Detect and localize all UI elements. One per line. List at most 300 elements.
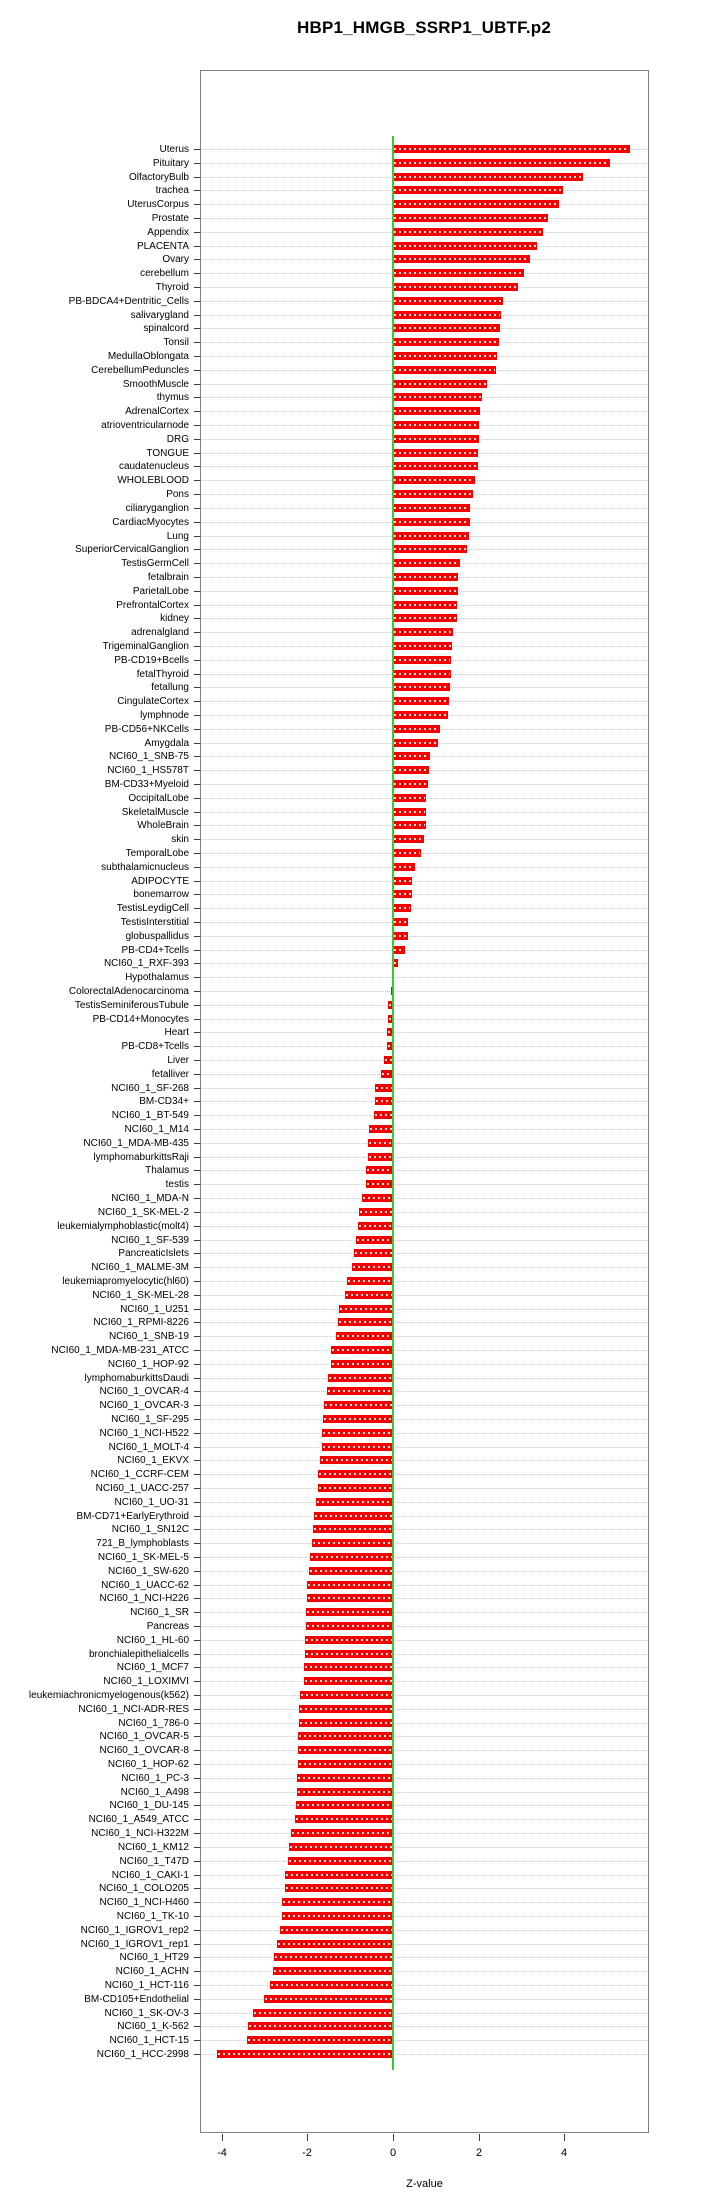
gridline: [201, 894, 648, 895]
category-label: TONGUE: [146, 448, 189, 459]
gridline: [201, 1944, 648, 1945]
y-axis-tick: [194, 1309, 200, 1310]
y-axis-tick: [194, 1447, 200, 1448]
bar-dash-overlay: [385, 1059, 392, 1061]
gridline: [201, 1046, 648, 1047]
y-axis-tick: [194, 1516, 200, 1517]
y-axis-tick: [194, 1585, 200, 1586]
bar-dash-overlay: [360, 1211, 392, 1213]
gridline: [201, 1336, 648, 1337]
bar: [393, 766, 429, 774]
y-axis-tick: [194, 784, 200, 785]
category-label: PancreaticIslets: [118, 1248, 189, 1259]
bar-dash-overlay: [394, 452, 477, 454]
bar: [320, 1456, 393, 1464]
y-axis-tick: [194, 839, 200, 840]
bar: [331, 1346, 393, 1354]
bar: [393, 835, 424, 843]
bar: [273, 1967, 393, 1975]
bar: [393, 490, 473, 498]
category-label: Lung: [166, 531, 189, 542]
y-axis-tick: [194, 1819, 200, 1820]
category-label: NCI60_1_DU-145: [109, 1800, 189, 1811]
category-label: lymphomaburkittsDaudi: [84, 1373, 189, 1384]
y-axis-tick: [194, 632, 200, 633]
category-label: NCI60_1_SK-OV-3: [104, 2008, 189, 2019]
bar-dash-overlay: [329, 1377, 392, 1379]
y-axis-tick: [194, 246, 200, 247]
category-label: ADIPOCYTE: [131, 876, 189, 887]
y-axis-tick: [194, 1074, 200, 1075]
bar-dash-overlay: [286, 1887, 392, 1889]
bar-dash-overlay: [375, 1114, 392, 1116]
category-label: TestisGermCell: [121, 558, 189, 569]
category-label: leukemiachronicmyelogenous(k562): [28, 1690, 189, 1701]
bar: [277, 1940, 393, 1948]
bar: [393, 752, 430, 760]
bar: [393, 821, 426, 829]
bar-dash-overlay: [248, 2039, 392, 2041]
y-axis-tick: [194, 950, 200, 951]
bar: [393, 145, 630, 153]
bar-dash-overlay: [313, 1542, 392, 1544]
category-label: fetalbrain: [147, 572, 189, 583]
gridline: [201, 1792, 648, 1793]
category-label: BM-CD33+Myeloid: [104, 779, 189, 790]
gridline: [201, 1184, 648, 1185]
y-axis-tick: [194, 1295, 200, 1296]
bar: [300, 1691, 393, 1699]
bar-dash-overlay: [394, 314, 500, 316]
bar-dash-overlay: [369, 1142, 392, 1144]
bar-dash-overlay: [394, 562, 459, 564]
bar: [339, 1305, 393, 1313]
gridline: [201, 1391, 648, 1392]
category-label: leukemiapromyelocytic(hl60): [62, 1276, 189, 1287]
bar-dash-overlay: [394, 162, 609, 164]
category-label: CardiacMyocytes: [112, 517, 189, 528]
gridline: [201, 1295, 648, 1296]
bar-dash-overlay: [394, 659, 450, 661]
bar-dash-overlay: [394, 217, 547, 219]
bar: [393, 877, 412, 885]
bar: [366, 1166, 393, 1174]
bar-dash-overlay: [394, 838, 423, 840]
y-axis-tick: [194, 466, 200, 467]
category-label: PB-CD4+Tcells: [121, 945, 189, 956]
y-axis-tick: [194, 1667, 200, 1668]
bar: [299, 1705, 393, 1713]
bar: [282, 1898, 393, 1906]
gridline: [201, 1612, 648, 1613]
category-label: spinalcord: [143, 323, 189, 334]
bar: [304, 1663, 393, 1671]
gridline: [201, 1847, 648, 1848]
y-axis-tick: [194, 1902, 200, 1903]
gridline: [201, 1626, 648, 1627]
bar-dash-overlay: [394, 728, 439, 730]
y-axis-tick: [194, 1391, 200, 1392]
category-label: CingulateCortex: [117, 696, 189, 707]
bar-dash-overlay: [394, 245, 536, 247]
bar: [358, 1222, 393, 1230]
category-label: skin: [171, 834, 189, 845]
bar-dash-overlay: [394, 535, 468, 537]
x-axis-title: Z-value: [406, 2178, 443, 2190]
y-axis-tick: [194, 1267, 200, 1268]
gridline: [201, 991, 648, 992]
bar: [393, 186, 563, 194]
bar: [393, 946, 405, 954]
category-label: Pancreas: [146, 1621, 189, 1632]
category-label: NCI60_1_786-0: [118, 1718, 189, 1729]
gridline: [201, 1736, 648, 1737]
category-label: Uterus: [159, 144, 189, 155]
y-axis-tick: [194, 1805, 200, 1806]
gridline: [201, 1888, 648, 1889]
y-axis-tick: [194, 825, 200, 826]
y-axis-tick: [194, 549, 200, 550]
bar: [393, 297, 503, 305]
bar: [318, 1470, 393, 1478]
category-label: thymus: [156, 392, 189, 403]
y-axis-tick: [194, 798, 200, 799]
bar-dash-overlay: [382, 1073, 392, 1075]
bar: [217, 2050, 393, 2058]
x-axis-tick-label: -4: [217, 2147, 227, 2159]
bar-dash-overlay: [298, 1791, 392, 1793]
bar: [336, 1332, 393, 1340]
bar-dash-overlay: [394, 893, 411, 895]
y-axis-tick: [194, 328, 200, 329]
gridline: [201, 867, 648, 868]
category-label: NCI60_1_EKVX: [117, 1455, 189, 1466]
bar-dash-overlay: [296, 1818, 392, 1820]
gridline: [201, 1419, 648, 1420]
bar-dash-overlay: [292, 1832, 392, 1834]
bar-dash-overlay: [394, 231, 542, 233]
bar-dash-overlay: [394, 410, 479, 412]
gridline: [201, 1930, 648, 1931]
category-label: NCI60_1_SF-295: [111, 1414, 189, 1425]
bar: [368, 1153, 393, 1161]
bar: [282, 1912, 393, 1920]
gridline: [201, 1212, 648, 1213]
bar: [274, 1953, 393, 1961]
y-axis-tick: [194, 1336, 200, 1337]
gridline: [201, 1032, 648, 1033]
bar: [312, 1539, 393, 1547]
category-label: NCI60_1_RPMI-8226: [93, 1317, 189, 1328]
bar: [393, 808, 426, 816]
bar-dash-overlay: [394, 769, 428, 771]
gridline: [201, 1543, 648, 1544]
category-label: lymphomaburkittsRaji: [93, 1152, 189, 1163]
category-label: subthalamicnucleus: [101, 862, 189, 873]
bar: [393, 656, 451, 664]
y-axis-tick: [194, 356, 200, 357]
bar-dash-overlay: [376, 1100, 392, 1102]
bar: [306, 1622, 393, 1630]
y-axis-tick: [194, 867, 200, 868]
category-label: ciliaryganglion: [125, 503, 189, 514]
y-axis-tick: [194, 397, 200, 398]
category-label: PB-CD8+Tcells: [121, 1041, 189, 1052]
y-axis-tick: [194, 1723, 200, 1724]
y-axis-tick: [194, 1736, 200, 1737]
category-label: Appendix: [147, 227, 189, 238]
bar: [295, 1815, 393, 1823]
y-axis-tick: [194, 908, 200, 909]
y-axis-tick: [194, 1364, 200, 1365]
category-label: MedullaOblongata: [107, 351, 189, 362]
y-axis-tick: [194, 218, 200, 219]
bar: [253, 2009, 393, 2017]
y-axis-tick: [194, 881, 200, 882]
category-label: leukemialymphoblastic(molt4): [57, 1221, 189, 1232]
bar-dash-overlay: [394, 176, 582, 178]
bar-dash-overlay: [394, 369, 495, 371]
category-label: NCI60_1_SF-268: [111, 1083, 189, 1094]
bar: [393, 338, 499, 346]
bar: [298, 1732, 393, 1740]
y-axis-tick: [194, 1847, 200, 1848]
y-axis-tick: [194, 1378, 200, 1379]
y-axis-tick: [194, 1281, 200, 1282]
category-label: NCI60_1_M14: [124, 1124, 189, 1135]
gridline: [201, 1819, 648, 1820]
bar: [393, 504, 470, 512]
category-label: Heart: [164, 1027, 189, 1038]
y-axis-tick: [194, 177, 200, 178]
bar: [297, 1788, 393, 1796]
bar-dash-overlay: [325, 1404, 392, 1406]
gridline: [201, 1709, 648, 1710]
gridline: [201, 1488, 648, 1489]
bar-dash-overlay: [323, 1432, 392, 1434]
bar-dash-overlay: [394, 286, 517, 288]
category-label: NCI60_1_OVCAR-3: [99, 1400, 189, 1411]
bar-dash-overlay: [363, 1197, 392, 1199]
bar-dash-overlay: [394, 962, 397, 964]
category-label: NCI60_1_NCI-H322M: [91, 1828, 189, 1839]
bar: [354, 1249, 393, 1257]
bar-dash-overlay: [394, 203, 558, 205]
category-label: NCI60_1_HT29: [119, 1952, 189, 1963]
category-label: adrenalgland: [131, 627, 189, 638]
gridline: [201, 1681, 648, 1682]
category-label: NCI60_1_SNB-19: [108, 1331, 189, 1342]
chart-title: HBP1_HMGB_SSRP1_UBTF.p2: [297, 18, 551, 37]
gridline: [201, 1957, 648, 1958]
bar: [393, 173, 583, 181]
bar: [331, 1360, 393, 1368]
category-label: NCI60_1_MOLT-4: [108, 1442, 189, 1453]
bar: [393, 462, 478, 470]
bar-dash-overlay: [394, 258, 529, 260]
y-axis-tick: [194, 1474, 200, 1475]
bar-dash-overlay: [394, 742, 437, 744]
bar: [324, 1401, 393, 1409]
category-label: NCI60_1_HCT-15: [109, 2035, 189, 2046]
category-label: NCI60_1_HOP-92: [107, 1359, 189, 1370]
category-label: NCI60_1_SNB-75: [108, 751, 189, 762]
gridline: [201, 1281, 648, 1282]
y-axis-tick: [194, 1460, 200, 1461]
category-label: UterusCorpus: [127, 199, 189, 210]
gridline: [201, 1088, 648, 1089]
y-axis-tick: [194, 425, 200, 426]
category-label: SmoothMuscle: [122, 379, 189, 390]
category-label: NCI60_1_NCI-H460: [99, 1897, 189, 1908]
category-label: fetallung: [151, 682, 189, 693]
x-axis-tick: [222, 2134, 223, 2141]
category-label: TestisSeminiferousTubule: [74, 1000, 189, 1011]
bar-dash-overlay: [394, 604, 456, 606]
category-label: Pituitary: [152, 158, 189, 169]
category-label: OccipitalLobe: [128, 793, 189, 804]
x-axis-tick: [307, 2134, 308, 2141]
category-label: NCI60_1_K-562: [117, 2021, 189, 2032]
y-axis-tick: [194, 204, 200, 205]
gridline: [201, 1447, 648, 1448]
gridline: [201, 1571, 648, 1572]
category-label: PB-BDCA4+Dentritic_Cells: [68, 296, 189, 307]
category-label: lymphnode: [140, 710, 189, 721]
category-label: NCI60_1_UACC-62: [101, 1580, 189, 1591]
bar: [393, 380, 487, 388]
bar-dash-overlay: [337, 1335, 392, 1337]
bar: [393, 849, 421, 857]
bar-dash-overlay: [394, 341, 498, 343]
bar: [356, 1236, 393, 1244]
category-label: NCI60_1_A549_ATCC: [88, 1814, 189, 1825]
category-label: NCI60_1_SK-MEL-5: [97, 1552, 189, 1563]
y-axis-tick: [194, 1433, 200, 1434]
bar-dash-overlay: [297, 1804, 392, 1806]
category-label: NCI60_1_SN12C: [111, 1524, 189, 1535]
category-label: 721_B_lymphoblasts: [96, 1538, 189, 1549]
bar: [296, 1801, 393, 1809]
bar-dash-overlay: [394, 424, 478, 426]
bar-dash-overlay: [367, 1169, 392, 1171]
bar: [393, 352, 497, 360]
bar: [393, 918, 408, 926]
gridline: [201, 1723, 648, 1724]
gridline: [201, 1861, 648, 1862]
bar-dash-overlay: [305, 1680, 392, 1682]
gridline: [201, 1750, 648, 1751]
bar: [247, 2036, 393, 2044]
y-axis-tick: [194, 1888, 200, 1889]
y-axis-tick: [194, 1240, 200, 1241]
gridline: [201, 1433, 648, 1434]
y-axis-tick: [194, 715, 200, 716]
y-axis-tick: [194, 384, 200, 385]
bar-dash-overlay: [324, 1418, 392, 1420]
category-label: NCI60_1_HCC-2998: [96, 2049, 189, 2060]
y-axis-tick: [194, 1502, 200, 1503]
y-axis-tick: [194, 1019, 200, 1020]
category-label: SuperiorCervicalGanglion: [75, 544, 189, 555]
gridline: [201, 1460, 648, 1461]
gridline: [201, 1764, 648, 1765]
y-axis-tick: [194, 259, 200, 260]
category-label: NCI60_1_SF-539: [111, 1235, 189, 1246]
bar: [393, 449, 478, 457]
gridline: [201, 1019, 648, 1020]
bar-dash-overlay: [311, 1556, 392, 1558]
y-axis-tick: [194, 411, 200, 412]
gridline: [201, 1378, 648, 1379]
y-axis-tick: [194, 853, 200, 854]
bar: [393, 559, 460, 567]
bar: [291, 1829, 393, 1837]
bar-dash-overlay: [394, 189, 562, 191]
bar-dash-overlay: [394, 355, 496, 357]
bar: [393, 890, 412, 898]
category-label: NCI60_1_MCF7: [116, 1662, 189, 1673]
category-label: ColorectalAdenocarcinoma: [68, 986, 189, 997]
y-axis-tick: [194, 1833, 200, 1834]
y-axis-tick: [194, 591, 200, 592]
bar-dash-overlay: [394, 438, 478, 440]
category-label: PB-CD14+Monocytes: [92, 1014, 189, 1025]
y-axis-tick: [194, 756, 200, 757]
bar: [375, 1097, 393, 1105]
y-axis-tick: [194, 1322, 200, 1323]
category-label: Amygdala: [144, 738, 189, 749]
category-label: BM-CD34+: [139, 1096, 189, 1107]
bar: [393, 780, 428, 788]
bar: [393, 421, 479, 429]
gridline: [201, 1115, 648, 1116]
bar-dash-overlay: [394, 493, 472, 495]
category-label: bronchialepithelialcells: [88, 1649, 189, 1660]
gridline: [201, 1198, 648, 1199]
category-label: NCI60_1_MDA-N: [111, 1193, 189, 1204]
gridline: [201, 1101, 648, 1102]
bar: [393, 214, 548, 222]
bar: [393, 697, 449, 705]
y-axis-tick: [194, 1709, 200, 1710]
category-label: salivarygland: [130, 310, 189, 321]
category-label: NCI60_1_OVCAR-4: [99, 1386, 189, 1397]
category-label: Tonsil: [163, 337, 189, 348]
y-axis-tick: [194, 1612, 200, 1613]
bar: [323, 1415, 393, 1423]
bar-dash-overlay: [394, 949, 404, 951]
bar: [374, 1111, 393, 1119]
y-axis-tick: [194, 1184, 200, 1185]
bar-dash-overlay: [254, 2012, 392, 2014]
bar-dash-overlay: [394, 617, 456, 619]
bar-dash-overlay: [332, 1349, 392, 1351]
y-axis-tick: [194, 2054, 200, 2055]
category-label: fetalThyroid: [136, 669, 189, 680]
y-axis-tick: [194, 1916, 200, 1917]
category-label: NCI60_1_CCRF-CEM: [90, 1469, 189, 1480]
y-axis-tick: [194, 729, 200, 730]
bar: [327, 1387, 393, 1395]
category-label: NCI60_1_IGROV1_rep1: [80, 1939, 189, 1950]
category-label: atrioventricularnode: [101, 420, 189, 431]
category-label: NCI60_1_RXF-393: [103, 958, 189, 969]
bar-dash-overlay: [394, 148, 629, 150]
bar-dash-overlay: [394, 272, 523, 274]
y-axis-tick: [194, 1419, 200, 1420]
bar-dash-overlay: [275, 1956, 392, 1958]
